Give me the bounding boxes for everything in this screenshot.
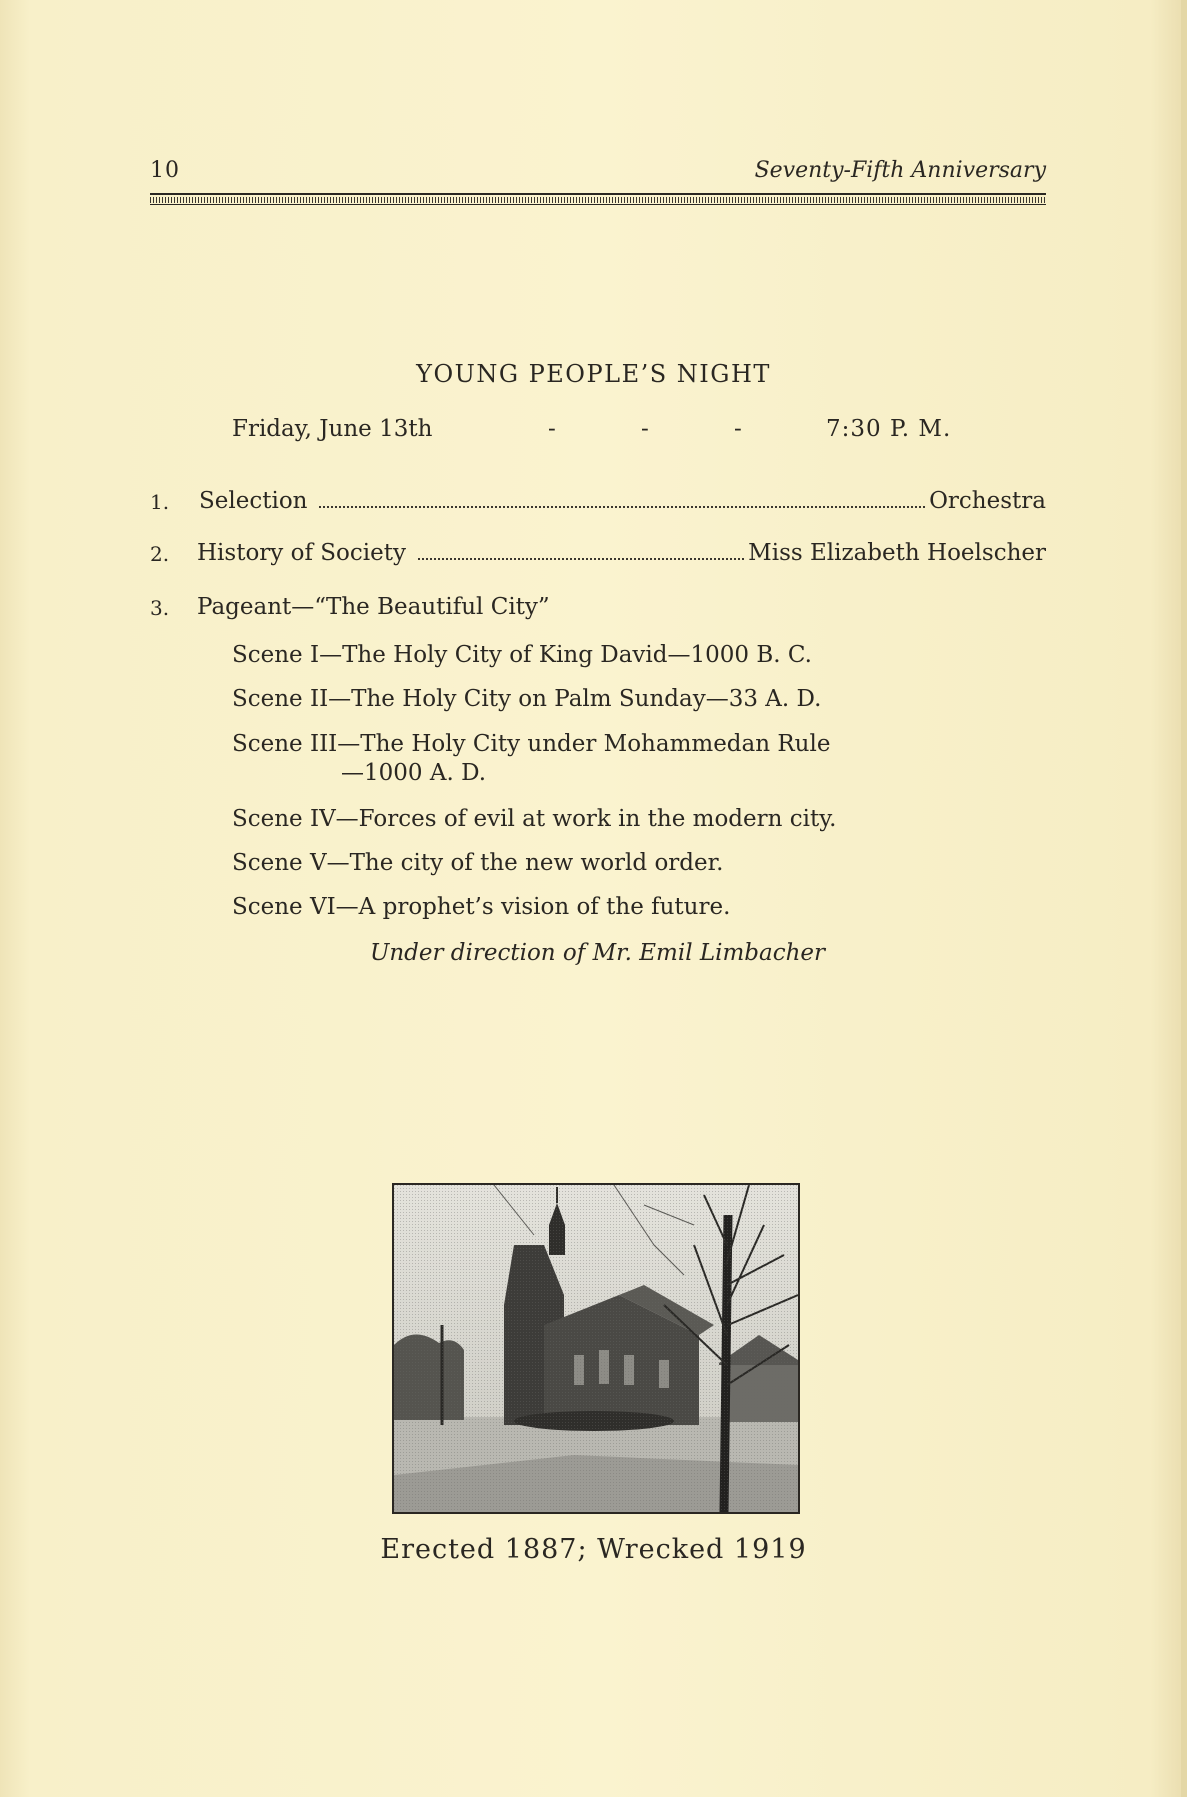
dot-leader [418,557,744,560]
page-header [150,158,1046,188]
event-time: 7:30 P. M. [826,416,952,442]
dash: - [548,416,556,442]
dash: - [641,416,649,442]
scene-line: Scene IV—Forces of evil at work in the modern city. [232,806,837,832]
item-performer: Orchestra [929,488,1046,514]
running-title: Seventy-Fifth Anniversary [754,158,1046,183]
scene-line: Scene V—The city of the new world order. [232,850,724,876]
scene-line-continuation: —1000 A. D. [341,760,487,786]
page-number: 10 [150,158,180,183]
item-label: Selection [199,488,308,514]
program-item [150,540,1046,572]
event-dashes [548,416,827,442]
section-title: YOUNG PEOPLE’S NIGHT [416,360,771,388]
scene-line: Scene I—The Holy City of King David—1000 B. C. [232,642,812,668]
event-day: Friday, June 13th [232,416,433,442]
program-item [150,488,1046,520]
dot-leader [319,505,925,508]
item-number: 1. [150,490,170,514]
direction-credit: Under direction of Mr. Emil Limbacher [369,940,826,966]
photo-caption: Erected 1887; Wrecked 1919 [380,1534,807,1565]
item-label: Pageant—“The Beautiful City” [197,594,550,620]
scene-line: Scene II—The Holy City on Palm Sunday—33 A. D. [232,686,822,712]
scene-line: Scene III—The Holy City under Mohammedan Rule [232,731,831,757]
dash: - [734,416,742,442]
item-performer: Miss Elizabeth Hoelscher [748,540,1046,566]
item-label: History of Society [197,540,406,566]
item-number: 3. [150,596,170,620]
church-photo [392,1183,800,1514]
program-item [150,594,1046,626]
item-number: 2. [150,542,170,566]
scene-line: Scene VI—A prophet’s vision of the future. [232,894,731,920]
header-rule [150,193,1046,207]
